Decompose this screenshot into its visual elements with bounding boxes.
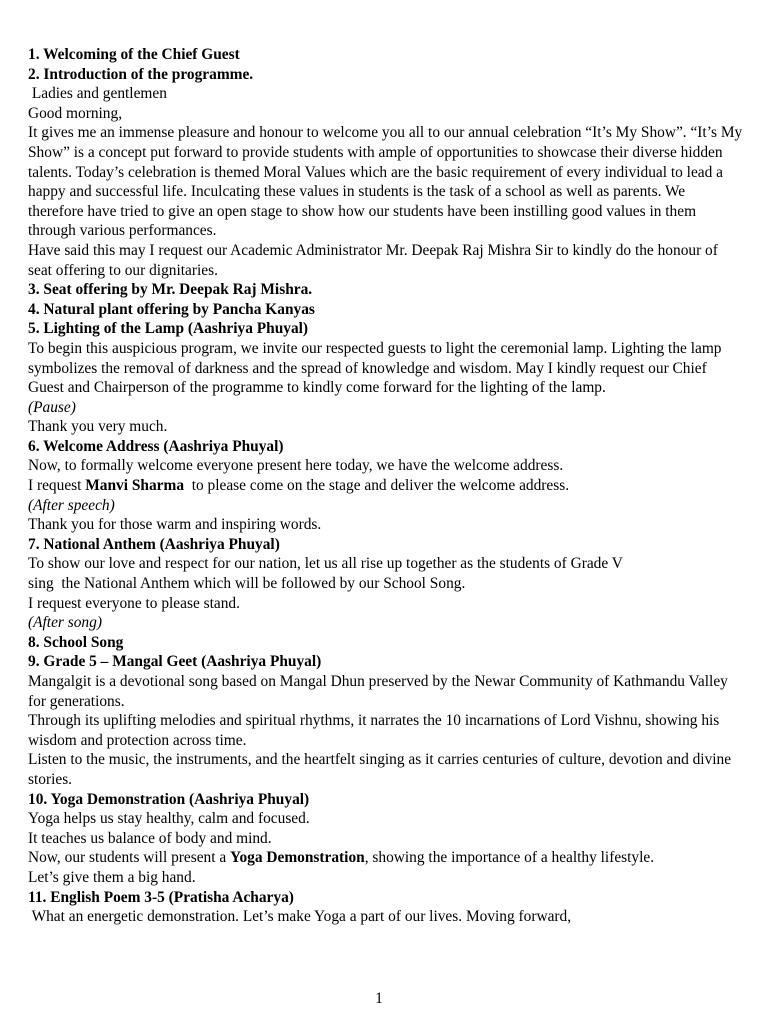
lamp-paragraph: To begin this auspicious program, we invite our respected guests to light the ceremonial lamp. Lighting the lamp symbolizes the removal of darkness and the spread of knowledge and wisdom. May I kindly request our Chief Guest and Chairperson of the programme to kindly come forward for the lighting of the lamp. — [28, 339, 722, 397]
welcome-request-line — [28, 476, 743, 496]
stage-note-after-speech: (After speech) — [28, 496, 115, 514]
heading-english-poem: 11. English Poem 3-5 (Pratisha Acharya) — [28, 888, 294, 906]
thanks-line: Thank you very much. — [28, 418, 168, 436]
stage-note-after-song: (After song) — [28, 614, 102, 632]
stage-note-pause: (Pause) — [28, 398, 76, 416]
anthem-line-2: sing the National Anthem which will be followed by our School Song. — [28, 575, 466, 593]
heading-seat-offering: 3. Seat offering by Mr. Deepak Raj Mishra. — [28, 281, 313, 299]
document-page — [28, 45, 743, 927]
greeting-ladies-gentlemen: Ladies and gentlemen — [28, 85, 167, 103]
welcome-line: Now, to formally welcome everyone present here today, we have the welcome address. — [28, 457, 564, 475]
stand-request-line: I request everyone to please stand. — [28, 594, 240, 612]
page-number: 1 — [375, 990, 383, 1007]
greeting-good-morning: Good morning, — [28, 104, 123, 122]
yoga-demonstration-bold: Yoga Demonstration — [230, 849, 365, 867]
yoga-line-1: Yoga helps us stay healthy, calm and focused. — [28, 810, 310, 828]
heading-national-anthem: 7. National Anthem (Aashriya Phuyal) — [28, 535, 280, 553]
anthem-line-1: To show our love and respect for our nation, let us all rise up together as the students of Grade V — [28, 555, 623, 573]
intro-paragraph: It gives me an immense pleasure and honour to welcome you all to our annual celebration “It’s My Show”. “It’s My Show” is a concept put forward to provide students with ample of opportunities to showcase their diverse hidden talents. Today’s celebration is themed Moral Values which are the basic requirement of every individual to lead a happy and successful life. Inculcating these values in students is the task of a school as well as parents. We therefore have tried to give an open stage to show how our students have been instilling good values in them through various performances. — [28, 124, 743, 240]
yoga-present-paragraph — [28, 848, 743, 868]
thanks-words-line: Thank you for those warm and inspiring words. — [28, 516, 322, 534]
heading-introduction: 2. Introduction of the programme. — [28, 65, 254, 83]
speaker-name: Manvi Sharma — [85, 477, 185, 495]
poem-intro-line: What an energetic demonstration. Let’s make Yoga a part of our lives. Moving forward, — [28, 908, 572, 926]
heading-welcome-address: 6. Welcome Address (Aashriya Phuyal) — [28, 437, 284, 455]
yoga-present-prefix: Now, our students will present a — [28, 849, 231, 867]
heading-school-song: 8. School Song — [28, 633, 124, 651]
melody-paragraph: Through its uplifting melodies and spiritual rhythms, it narrates the 10 incarnations of Lord Vishnu, showing his wisdom and protection across time. — [28, 712, 720, 749]
yoga-present-suffix: , showing the importance of a healthy lifestyle. — [364, 849, 655, 867]
heading-yoga-demonstration: 10. Yoga Demonstration (Aashriya Phuyal) — [28, 790, 310, 808]
seat-request-paragraph: Have said this may I request our Academic Administrator Mr. Deepak Raj Mishra Sir to kindly do the honour of seat offering to our dignitaries. — [28, 241, 718, 279]
heading-plant-offering: 4. Natural plant offering by Pancha Kanyas — [28, 300, 315, 318]
heading-welcoming-chief-guest: 1. Welcoming of the Chief Guest — [28, 46, 240, 63]
welcome-request-suffix: to please come on the stage and deliver the welcome address. — [184, 477, 570, 495]
big-hand-line: Let’s give them a big hand. — [28, 868, 196, 886]
welcome-request-prefix: I request — [28, 477, 86, 495]
heading-lighting-lamp: 5. Lighting of the Lamp (Aashriya Phuyal) — [28, 320, 309, 338]
mangal-paragraph: Mangalgit is a devotional song based on Mangal Dhun preserved by the Newar Community of Kathmandu Valley for generations. — [28, 673, 728, 710]
yoga-line-2: It teaches us balance of body and mind. — [28, 829, 272, 847]
heading-mangal-geet: 9. Grade 5 – Mangal Geet (Aashriya Phuyal) — [28, 653, 322, 671]
listen-paragraph: Listen to the music, the instruments, and the heartfelt singing as it carries centuries of culture, devotion and divine stories. — [28, 751, 732, 788]
